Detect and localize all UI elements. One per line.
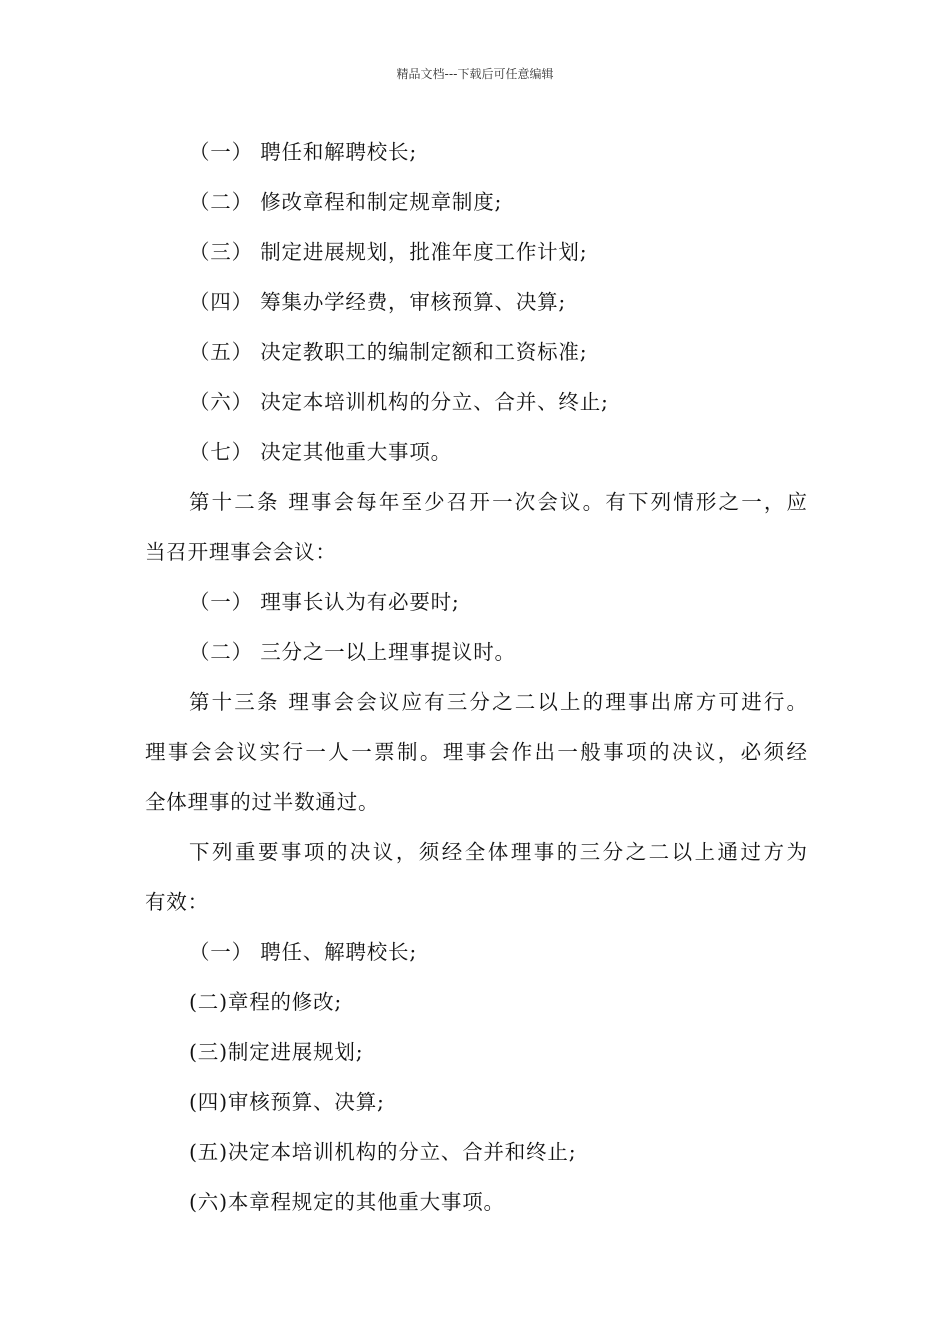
list-item: （一） 聘任和解聘校长;: [189, 140, 418, 164]
list-item: (六)本章程规定的其他重大事项。: [189, 1190, 505, 1214]
document-body: [145, 127, 807, 1227]
list-item: （七） 决定其他重大事项。: [189, 440, 452, 464]
list-item: (四)审核预算、决算;: [189, 1090, 385, 1114]
article-13-line-1: 第十三条 理事会会议应有三分之二以上的理事出席方可进行。: [189, 690, 807, 714]
list-item: （二） 三分之一以上理事提议时。: [189, 640, 516, 664]
list-item: （六） 决定本培训机构的分立、合并、终止;: [189, 390, 609, 414]
list-item: （一） 理事长认为有必要时;: [189, 590, 460, 614]
list-item: （四） 筹集办学经费，审核预算、决算;: [189, 290, 567, 314]
list-item: （二） 修改章程和制定规章制度;: [189, 190, 503, 214]
article-12-line-2: 当召开理事会会议：: [145, 540, 337, 564]
page-header: 精品文档---下载后可任意编辑: [396, 67, 554, 81]
resolution-paragraph-line-1: 下列重要事项的决议，须经全体理事的三分之二以上通过方为: [189, 840, 807, 864]
article-13-line-3: 全体理事的过半数通过。: [145, 790, 380, 814]
list-item: （三） 制定进展规划，批准年度工作计划;: [189, 240, 588, 264]
list-item: （一） 聘任、解聘校长;: [189, 940, 418, 964]
article-12-line-1: 第十二条 理事会每年至少召开一次会议。有下列情形之一，应: [189, 490, 807, 514]
resolution-paragraph-line-2: 有效：: [145, 890, 209, 914]
list-item: (五)决定本培训机构的分立、合并和终止;: [189, 1140, 577, 1164]
list-item: （五） 决定教职工的编制定额和工资标准;: [189, 340, 588, 364]
list-item: (二)章程的修改;: [189, 990, 343, 1014]
article-13-line-2: 理事会会议实行一人一票制。理事会作出一般事项的决议，必须经: [145, 740, 807, 764]
list-item: (三)制定进展规划;: [189, 1040, 364, 1064]
